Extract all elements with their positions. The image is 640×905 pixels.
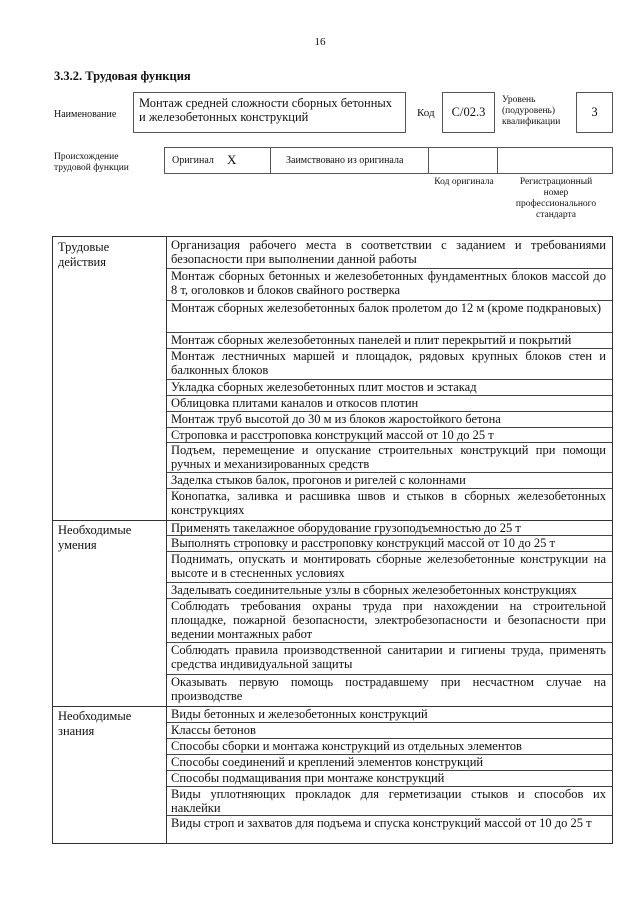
table-row: Способы подмащивания при монтаже конструкций: [171, 771, 445, 785]
level-label: Уровень (подуровень) квалификации: [502, 95, 561, 127]
table-row: Конопатка, заливка и расшивка швов и стыков в сборных железобетонных конструкциях: [171, 489, 606, 517]
function-table: [52, 236, 613, 844]
table-row: Поднимать, опускать и монтировать сборные железобетонные конструкции на высоте и в стесненных условиях: [171, 552, 606, 580]
table-row: Монтаж сборных железобетонных панелей и плит перекрытий и покрытий: [171, 333, 572, 347]
origin-divider: [497, 148, 498, 173]
code-caption: Код оригинала: [434, 177, 494, 187]
table-row: Подъем, перемещение и опускание строительных конструкций при помощи ручных и механизированных средств: [171, 443, 606, 471]
table-row: Укладка сборных железобетонных плит мостов и эстакад: [171, 380, 477, 394]
table-row: Монтаж сборных бетонных и железобетонных фундаментных блоков массой до 8 т, оголовков и блоков свайного ростверка: [171, 269, 606, 297]
table-row: Соблюдать требования охраны труда при нахождении на строительной площадке, пожарной безопасности, электробезопасности и безопасности при ведении монтажных работ: [171, 599, 606, 641]
table-row: Заделывать соединительные узлы в сборных железобетонных конструкциях: [171, 583, 577, 597]
table-row: Монтаж лестничных маршей и площадок, рядовых крупных блоков стен и балконных блоков: [171, 349, 606, 377]
level-box: [576, 92, 613, 133]
table-row: Виды строп и захватов для подъема и спуска конструкций массой от 10 до 25 т: [171, 816, 592, 830]
table-row: Монтаж труб высотой до 30 м из блоков жаростойкого бетона: [171, 412, 501, 426]
original-mark: X: [227, 152, 237, 167]
origin-label: Происхождение трудовой функции: [54, 152, 129, 173]
name-label: Наименование: [54, 109, 117, 120]
table-row: Строповка и расстроповка конструкций массой от 10 до 25 т: [171, 428, 494, 442]
table-row: Соблюдать правила производственной санитарии и гигиены труда, применять средства индивидуальной защиты: [171, 643, 606, 671]
table-row: Заделка стыков балок, прогонов и ригелей с колоннами: [171, 473, 466, 487]
column-divider: [166, 237, 167, 843]
table-row: Виды уплотняющих прокладок для герметизации стыков и способов их наклейки: [171, 787, 606, 815]
borrowed-label: Заимствовано из оригинала: [286, 155, 404, 166]
level-value: 3: [591, 105, 598, 119]
table-row: Способы сборки и монтажа конструкций из отдельных элементов: [171, 739, 522, 753]
function-name-value: Монтаж средней сложности сборных бетонных и железобетонных конструкций: [139, 96, 393, 124]
origin-divider: [428, 148, 429, 173]
page-number: 16: [314, 36, 326, 48]
table-row: Монтаж сборных железобетонных балок пролетом до 12 м (кроме подкрановых): [171, 301, 602, 315]
table-row: Облицовка плитами каналов и откосов плотин: [171, 396, 419, 410]
original-label: Оригинал: [172, 155, 214, 166]
section-title: 3.3.2. Трудовая функция: [54, 69, 191, 83]
code-label: Код: [417, 107, 435, 119]
code-value: C/02.3: [451, 105, 486, 119]
function-name-box: [133, 92, 406, 133]
table-row: Способы соединений и креплений элементов конструкций: [171, 755, 484, 769]
group-label: Необходимые знания: [58, 709, 132, 738]
table-row: Организация рабочего места в соответствии с заданием и требованиями безопасности при выполнении данной работы: [171, 238, 606, 266]
table-row: Выполнять строповку и расстроповку конструкций массой от 10 до 25 т: [171, 536, 555, 550]
table-row: Применять такелажное оборудование грузоподъемностью до 25 т: [171, 521, 521, 535]
code-box: [442, 92, 495, 133]
group-label: Необходимые умения: [58, 523, 132, 552]
origin-divider: [270, 148, 271, 173]
table-row: Оказывать первую помощь пострадавшему при несчастном случае на производстве: [171, 675, 606, 703]
table-row: Виды бетонных и железобетонных конструкций: [171, 707, 428, 721]
group-label: Трудовые действия: [58, 240, 110, 269]
table-row: Классы бетонов: [171, 723, 256, 737]
reg-number-caption: Регистрационный номер профессионального стандарта: [515, 177, 597, 220]
